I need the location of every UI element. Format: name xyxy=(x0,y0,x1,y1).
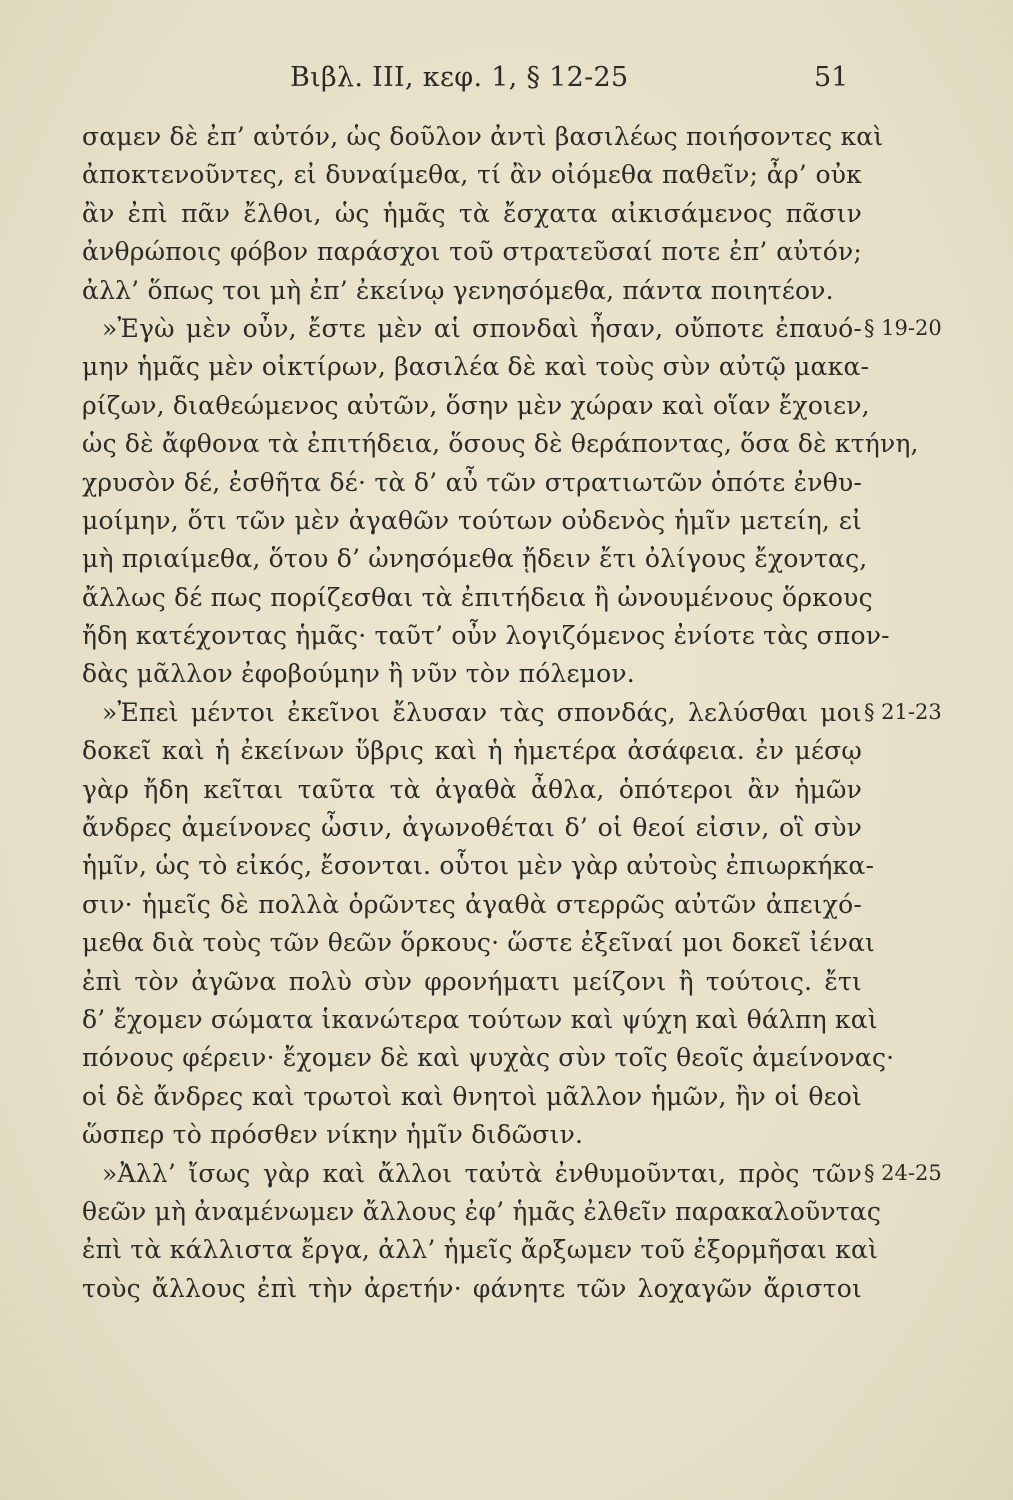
text-line: δ’ ἔχομεν σώματα ἱκανώτερα τούτων καὶ ψύχη καὶ θάλπη καὶ xyxy=(82,1004,878,1034)
text-line: ἂν ἐπὶ πᾶν ἔλθοι, ὡς ἡμᾶς τὰ ἔσχατα αἰκισάμενος πᾶσιν xyxy=(82,198,862,228)
text-line: τοὺς ἄλλους ἐπὶ τὴν ἀρετήν· φάνητε τῶν λοχαγῶν ἄριστοι xyxy=(82,1273,862,1303)
running-title: Βιβλ. III, κεφ. 1, § 12-25 xyxy=(290,62,629,93)
text-line: »Ἐγὼ μὲν οὖν, ἔστε μὲν αἱ σπονδαὶ ἦσαν, οὔποτε ἐπαυό- xyxy=(102,313,862,343)
page-number: 51 xyxy=(814,62,849,93)
text-line: μην ἡμᾶς μὲν οἰκτίρων, βασιλέα δὲ καὶ τοὺς σὺν αὐτῷ μακα- xyxy=(82,352,870,382)
text-line: ἄνδρες ἀμείνονες ὦσιν, ἀγωνοθέται δ’ οἱ θεοί εἰσιν, οἳ σὺν xyxy=(82,813,862,843)
text-line: ἐπὶ τὰ κάλλιστα ἔργα, ἀλλ’ ἡμεῖς ἄρξωμεν τοῦ ἐξορμῆσαι καὶ xyxy=(82,1235,879,1265)
text-line: ἀνθρώποις φόβον παράσχοι τοῦ στρατεῦσαί ποτε ἐπ’ αὐτόν; xyxy=(82,237,862,267)
text-line: σιν· ἡμεῖς δὲ πολλὰ ὁρῶντες ἀγαθὰ στερρῶς αὐτῶν ἀπειχό- xyxy=(82,889,862,919)
text-line: ἐπὶ τὸν ἀγῶνα πολὺ σὺν φρονήματι μείζονι ἢ τούτοις. ἔτι xyxy=(82,966,862,996)
text-line: μοίμην, ὅτι τῶν μὲν ἀγαθῶν τούτων οὐδενὸς ἡμῖν μετείη, εἰ xyxy=(82,505,862,535)
text-line: ἀποκτενοῦντες, εἰ δυναίμεθα, τί ἂν οἰόμεθα παθεῖν; ἆρ’ οὐκ xyxy=(82,160,862,190)
text-line: οἱ δὲ ἄνδρες καὶ τρωτοὶ καὶ θνητοὶ μᾶλλον ἡμῶν, ἢν οἱ θεοὶ xyxy=(82,1081,862,1111)
text-line: σαμεν δὲ ἐπ’ αὐτόν, ὡς δοῦλον ἀντὶ βασιλέως ποιήσοντες καὶ xyxy=(82,122,884,151)
text-line: ὡς δὲ ἄφθονα τὰ ἐπιτήδεια, ὅσους δὲ θεράποντας, ὅσα δὲ κτήνη, xyxy=(82,429,919,459)
text-line: θεῶν μὴ ἀναμένωμεν ἄλλους ἐφ’ ἡμᾶς ἐλθεῖν παρακαλοῦντας xyxy=(82,1196,882,1226)
text-line: γὰρ ἤδη κεῖται ταῦτα τὰ ἀγαθὰ ἆθλα, ὁπότεροι ἂν ἡμῶν xyxy=(82,774,862,804)
text-line: ἀλλ’ ὅπως τοι μὴ ἐπ’ ἐκείνῳ γενησόμεθα, πάντα ποιητέον. xyxy=(82,275,834,305)
text-line: ὥσπερ τὸ πρόσθεν νίκην ἡμῖν διδῶσιν. xyxy=(82,1120,584,1150)
text-line: »Ἀλλ’ ἴσως γὰρ καὶ ἄλλοι ταὐτὰ ἐνθυμοῦνται, πρὸς τῶν xyxy=(102,1158,862,1188)
section-margin-note: § 19-20 xyxy=(864,316,942,340)
section-margin-note: § 24-25 xyxy=(864,1160,942,1185)
page-header xyxy=(0,62,1013,102)
text-line: ἡμῖν, ὡς τὸ εἰκός, ἔσονται. οὗτοι μὲν γὰρ αὐτοὺς ἐπιωρκήκα- xyxy=(82,851,875,881)
text-line: πόνους φέρειν· ἔχομεν δὲ καὶ ψυχὰς σὺν τοῖς θεοῖς ἀμείνονας· xyxy=(82,1043,895,1073)
text-line: χρυσὸν δέ, ἐσθῆτα δέ· τὰ δ’ αὖ τῶν στρατιωτῶν ὁπότε ἐνθυ- xyxy=(82,467,862,497)
section-margin-note: § 21-23 xyxy=(864,700,942,724)
text-line: »Ἐπεὶ μέντοι ἐκεῖνοι ἔλυσαν τὰς σπονδάς, λελύσθαι μοι xyxy=(102,697,862,727)
text-line: ρίζων, διαθεώμενος αὐτῶν, ὅσην μὲν χώραν καὶ οἵαν ἔχοιεν, xyxy=(82,390,870,420)
text-line: ἄλλως δέ πως πορίζεσθαι τὰ ἐπιτήδεια ἢ ὠνουμένους ὅρκους xyxy=(82,582,873,612)
text-line: μὴ πριαίμεθα, ὅτου δ’ ὠνησόμεθα ᾔδειν ἔτι ὀλίγους ἔχοντας, xyxy=(82,544,868,574)
text-line: μεθα διὰ τοὺς τῶν θεῶν ὅρκους· ὥστε ἐξεῖναί μοι δοκεῖ ἰέναι xyxy=(82,928,876,958)
text-line: δὰς μᾶλλον ἐφοβούμην ἢ νῦν τὸν πόλεμον. xyxy=(82,659,635,689)
text-line: δοκεῖ καὶ ἡ ἐκείνων ὕβρις καὶ ἡ ἡμετέρα ἀσάφεια. ἐν μέσῳ xyxy=(82,736,862,766)
text-line: ἤδη κατέχοντας ἡμᾶς· ταῦτ’ οὖν λογιζόμενος ἐνίοτε τὰς σπον- xyxy=(82,621,890,651)
